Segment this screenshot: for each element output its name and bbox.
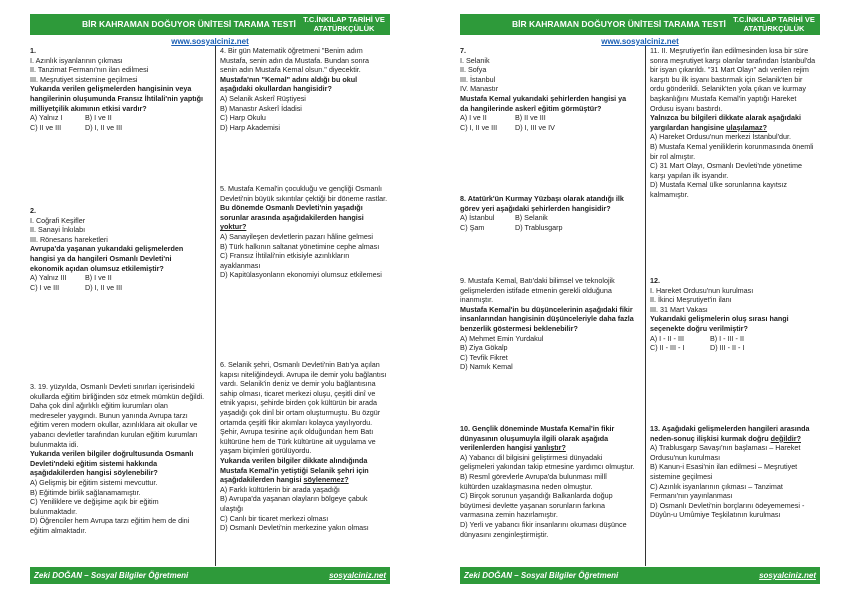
question-7: 7. I. Selanik II. Sofya III. İstanbul IV. Manastır Mustafa Kemal yukarıdaki şehirlerden hangisi ya da hangilerinde askerî eğitim görmüştür? A) I ve II B) II ve III C) I, II ve III D) I, III ve IV [460,46,627,132]
option-c[interactable]: C) Azınlık isyanlarının çıkması – Tanzimat Fermanı'nın yayınlanması [650,481,783,501]
option-b[interactable]: B) Avrupa'da yaşanan olayların bölgeye çabuk ulaştığı [220,494,368,513]
option-c[interactable]: C) Tevfik Fikret [460,352,508,362]
option-d[interactable]: D) Öğrenciler hem Avrupa tarzı eğitim hem de dini eğitim almaktadır. [30,516,190,535]
question-2: 2. I. Coğrafi Keşifler II. Sanayi İnkılabı III. Rönesans hareketleri Avrupa'da yaşanan yukarıdaki gelişmelerden hangisi ya da hangileri Osmanlı Devleti'ni ekonomik açıdan olumsuz etkilemiştir? A) Yalnız III B) I ve II C) I ve III D) I, II ve III [30,206,184,292]
option-b[interactable]: B) Resmî görevlerle Avrupa'da bulunması millî kültürden uzaklaşmasına neden olmuştur. [460,471,608,491]
option-d[interactable]: D) Trablusgarp [515,222,563,232]
option-b[interactable]: B) Mustafa Kemal yeniliklerin korunmasında önemli bir rol almıştır. [650,141,814,161]
option-c[interactable]: C) 31 Mart Olayı, Osmanlı Devleti'nde yönetime karşı yapılan ilk isyandır. [650,161,802,180]
option-a[interactable]: A) I - II - III [650,333,684,343]
option-c[interactable]: C) II - III - I [650,343,685,353]
footer-author: Zeki DOĞAN – Sosyal Bilgiler Öğretmeni [464,571,619,580]
option-a[interactable]: A) Mehmet Emin Yurdakul [460,333,544,343]
option-c[interactable]: C) I ve III [30,282,60,292]
option-d[interactable]: D) Harp Akademisi [220,122,280,132]
option-d[interactable]: D) Osmanlı Devleti'nin merkezine yakın olması [220,523,369,533]
option-a[interactable]: A) Hareket Ordusu'nun merkezi İstanbul'dur. [650,132,791,142]
question-11: 11. II. Meşrutiyet'in ilan edilmesinden kısa bir süre sonra meşrutiyet karşı olanlar tarafından İstanbul'da bir isyan çıkarıldı. "31 Mart Olayı" adı verilen rejim karşıtı bu ilk isyanı bastırmak için Selanik'ten bir ordu gönderildi. Selanik'ten yola çıkan ve kurmay başkanlığını Mustafa Kemal'in yaptığı Hareket Ordusu isyanı bastırdı. Yalnızca bu bilgileri dikkate alarak aşağıdaki yargılardan hangisine ulaşılamaz? A) Hareket Ordusu'nun merkezi İstanbul'dur. B) Mustafa Kemal yeniliklerin korunmasında önemli bir rol almıştır. C) 31 Mart Olayı, Osmanlı Devleti'nde yönetime karşı yapılan ilk isyandır. D) Mustafa Kemal ülke sorunlarına kayıtsız kalmamıştır. [650,46,818,200]
option-b[interactable]: B) I - III - II [710,333,744,343]
header-subject: T.C.İNKILAP TARİHİ VE ATATÜRKÇÜLÜK [733,15,815,33]
option-c[interactable]: C) Yeniliklere ve değişime açık bir eğitim bulunmaktadır. [30,497,159,516]
header-subject: T.C.İNKILAP TARİHİ VE ATATÜRKÇÜLÜK [303,15,385,33]
page-header [460,14,820,35]
option-c[interactable]: C) I, II ve III [460,122,498,132]
option-c[interactable]: C) Fransız İhtilali'nin etkisiyle azınlıkların ayaklanması [220,251,350,270]
option-c[interactable]: C) Şam [460,222,485,232]
column-divider [645,46,646,566]
option-c[interactable]: C) Canlı bir ticaret merkezi olması [220,513,329,523]
footer-link[interactable]: sosyalciniz.net [759,571,816,580]
option-d[interactable]: D) I, II ve III [85,122,123,132]
option-d[interactable]: D) Osmanlı Devleti'nin borçlarını ödeyememesi - Düyûn-u Umûmiye Teşkilatının kurulması [650,500,805,520]
option-c[interactable]: C) Harp Okulu [220,113,266,123]
option-a[interactable]: A) Gelişmiş bir eğitim sistemi mevcuttur. [30,477,158,487]
option-b[interactable]: B) Eğitimde birlik sağlanamamıştır. [30,487,141,497]
footer-link[interactable]: sosyalciniz.net [329,571,386,580]
site-link[interactable]: www.sosyalciniz.net [171,37,249,46]
question-10: 10. Gençlik döneminde Mustafa Kemal'in fikir dünyasının oluşumuyla ilgili olarak aşağıda verilenlerden hangisi yanlıştır? A) Yabancı dil bilgisini geliştirmesi dünyadaki gelişmeleri yakından takip etmesine yardımcı olmuştur. B) Resmî görevlerle Avrupa'da bulunması millî kültürden uzaklaşmasına neden olmuştur. C) Birçok sorunun yaşandığı Balkanlarda doğup büyümesi devlette yaşanan sorunların farkına varmasına zemin hazırlamıştır. D) Yerli ve yabancı fikir insanlarını okuması düşünce dünyasını zenginleştirmiştir. [460,424,635,539]
left-page [30,0,390,602]
question-6: 6. Selanik şehri, Osmanlı Devleti'nin Batı'ya açılan kapısı niteliğindeydi. Avrupa ile demir yolu bağlantısı vardı. Selanik'in deniz ve demir yolu bağlantısına sahip olması, ticaret merkezi oluşu, çeşitli dinî ve etnik yapısı, şehirde birden çok kültürün bir arada yaşadığı çok dinî bir ortam oluşturmuştu. Bu özgür ortamda çeşitli fikir akımları kolayca yayılıyordu. Şehir, Avrupa tesirine açık olduğundan hem Batı kültürüne hem de Türk kültürüne ait uygulama ve yaşam biçimleri görülüyordu. Yukarıda verilen bilgiler dikkate alındığında Mustafa Kemal'in yetiştiği Selanik şehri için aşağıdakilerden hangisi söylenemez? A) Farklı kültürlerin bir arada yaşadığı B) Avrupa'da yaşanan olayların bölgeye çabuk ulaştığı C) Canlı bir ticaret merkezi olması D) Osmanlı Devleti'nin merkezine yakın olması [220,360,387,533]
option-d[interactable]: D) I, II ve III [85,282,123,292]
footer-author: Zeki DOĞAN – Sosyal Bilgiler Öğretmeni [34,571,189,580]
question-4: 4. Bir gün Matematik öğretmeni "Benim adım Mustafa, senin adın da Mustafa. Bundan sonra senin adın Mustafa Kemal olsun." diyecektir. Mustafa'nın "Kemal" adını aldığı bu okul aşağıdaki okullardan hangisidir? A) Selanik Askerî Rüştiyesi B) Manastır Askerî İdadisi C) Harp Okulu D) Harp Akademisi [220,46,388,132]
option-b[interactable]: B) II ve III [515,113,546,123]
option-d[interactable]: D) Kapitülasyonların ekonomiyi olumsuz etkilemesi [220,270,382,280]
header-title: BİR KAHRAMAN DOĞUYOR ÜNİTESİ TARAMA TESTİ [512,19,726,29]
option-b[interactable]: B) I ve II [85,273,112,283]
question-9: 9. Mustafa Kemal, Batı'daki bilimsel ve teknolojik gelişmelerden istifade etmenin gerekli olduğuna inanmıştır. Mustafa Kemal'in bu düşüncelerinin aşağıdaki fikir insanlarından hangisinin düşünceleriyle daha fazla benzerlik göstermesi beklenebilir? A) Mehmet Emin Yurdakul B) Ziya Gökalp C) Tevfik Fikret D) Namık Kemal [460,276,634,372]
question-5: 5. Mustafa Kemal'in çocukluğu ve gençliği Osmanlı Devleti'nin büyük sıkıntılar çektiği bir döneme rastlar. Bu dönemde Osmanlı Devleti'nin yaşadığı sorunlar arasında aşağıdakilerden hangisi yoktur? A) Sanayileşen devletlerin pazarı hâline gelmesi B) Türk halkının saltanat yönetimine cephe alması C) Fransız İhtilali'nin etkisiyle azınlıkların ayaklanması D) Kapitülasyonların ekonomiyi olumsuz etkilemesi [220,184,388,280]
option-d[interactable]: D) I, III ve IV [515,122,555,132]
option-a[interactable]: A) Selanik Askerî Rüştiyesi [220,93,306,103]
option-b[interactable]: B) Selanik [515,213,548,223]
page-footer [460,567,820,584]
option-d[interactable]: D) Namık Kemal [460,362,513,372]
question-3: 3. 19. yüzyılda, Osmanlı Devleti sınırları içerisindeki okullarda eğitim birliğinden söz etmek mümkün değildi. Daha çok dinî ağırlıklı eğitim kurumları olan medreseler yaygındı. Bunun yanında Avrupa tarzı eğitim veren modern okullar, azınlıklara ait okullar ve yabancı devletler tarafından kurulan eğitim kurumları bulunmakta idi. Yukarıda verilen bilgiler doğrultusunda Osmanlı Devleti'ndeki eğitim sistemi hakkında aşağıdakilerden hangisi söylenebilir? A) Gelişmiş bir eğitim sistemi mevcuttur. B) Eğitimde birlik sağlanamamıştır. C) Yeniliklere ve değişime açık bir eğitim bulunmaktadır. D) Öğrenciler hem Avrupa tarzı eğitim hem de dini eğitim almaktadır. [30,382,205,535]
column-divider [215,46,216,566]
site-link[interactable]: www.sosyalciniz.net [601,37,679,46]
option-a[interactable]: A) I ve II [460,113,487,123]
option-a[interactable]: A) Farklı kültürlerin bir arada yaşadığı [220,484,340,494]
option-a[interactable]: A) Yalnız III [30,273,67,283]
option-c[interactable]: C) Birçok sorunun yaşandığı Balkanlarda doğup büyümesi devlette yaşanan sorunların farkına varmasına zemin hazırlamıştır. [460,491,613,520]
option-b[interactable]: B) Kanun-i Esasi'nin ilan edilmesi – Meşrutiyet sistemine geçilmesi [650,462,798,481]
right-page [460,0,820,602]
question-1: 1. I. Azınlık isyanlarının çıkması II. Tanzimat Fermanı'nın ilan edilmesi III. Meşrutiyet sistemine geçilmesi Yukarıda verilen gelişmelerden hangisinin veya hangilerinin oluşumunda Fransız İhtilali'nin yaptığı milliyetçilik akımının etkisi vardır? A) Yalnız I B) I ve II C) II ve III D) I, II ve III [30,46,204,132]
option-a[interactable]: A) Yalnız I [30,113,63,123]
option-a[interactable]: A) Yabancı dil bilgisini geliştirmesi dünyadaki gelişmeleri yakından takip etmesine yardımcı olmuştur. [460,452,635,472]
option-b[interactable]: B) I ve II [85,113,112,123]
page-header [30,14,390,35]
option-d[interactable]: D) III - II - I [710,343,745,353]
question-8: 8. Atatürk'ün Kurmay Yüzbaşı olarak atandığı ilk görev yeri aşağıdaki şehirlerden hangisidir? A) İstanbul B) Selanik C) Şam D) Trablusgarp [460,194,624,232]
option-a[interactable]: A) Sanayileşen devletlerin pazarı hâline gelmesi [220,231,374,241]
option-d[interactable]: D) Mustafa Kemal ülke sorunlarına kayıtsız kalmamıştır. [650,180,788,199]
option-a[interactable]: A) Trablusgarp Savaşı'nın başlaması – Hareket Ordusu'nun kurulması [650,443,801,462]
option-b[interactable]: B) Manastır Askerî İdadisi [220,103,302,113]
option-a[interactable]: A) İstanbul [460,213,495,223]
option-b[interactable]: B) Türk halkının saltanat yönetimine cephe alması [220,241,380,251]
page-footer [30,567,390,584]
option-d[interactable]: D) Yerli ve yabancı fikir insanlarını okuması düşünce dünyasını zenginleştirmiştir. [460,519,627,539]
option-c[interactable]: C) II ve III [30,122,62,132]
question-12: 12. I. Hareket Ordusu'nun kurulması II. İkinci Meşrutiyet'in ilanı III. 31 Mart Vakası Yukarıdaki gelişmelerin oluş sırası hangi seçenekte doğru verilmiştir? A) I - II - III B) I - III - II C) II - III - I D) III - II - I [650,276,789,353]
header-title: BİR KAHRAMAN DOĞUYOR ÜNİTESİ TARAMA TESTİ [82,19,296,29]
question-13: 13. Aşağıdaki gelişmelerden hangileri arasında neden-sonuç ilişkisi kurmak doğru değildir? A) Trablusgarp Savaşı'nın başlaması – Hareket Ordusu'nun kurulması B) Kanun-i Esasi'nin ilan edilmesi – Meşrutiyet sistemine geçilmesi C) Azınlık isyanlarının çıkması – Tanzimat Fermanı'nın yayınlanması D) Osmanlı Devleti'nin borçlarını ödeyememesi - Düyûn-u Umûmiye Teşkilatının kurulması [650,424,818,520]
option-b[interactable]: B) Ziya Gökalp [460,343,508,353]
